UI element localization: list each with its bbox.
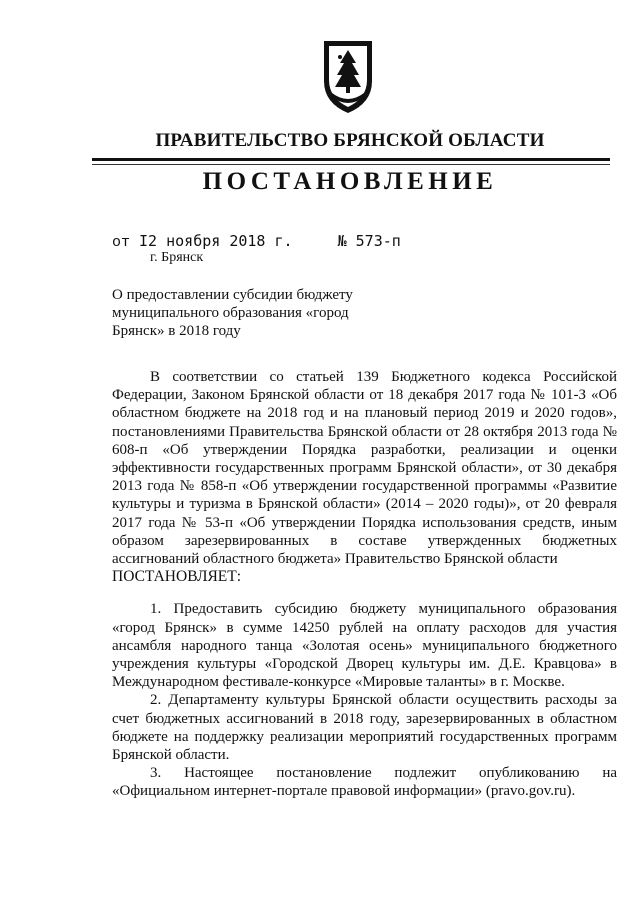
coat-of-arms-icon bbox=[320, 37, 376, 115]
document-city: г. Брянск bbox=[150, 250, 204, 265]
date-line bbox=[112, 232, 401, 251]
document-date: I2 ноября 2018 г. bbox=[139, 232, 293, 250]
header-rule-thick bbox=[92, 158, 610, 161]
spacer bbox=[112, 586, 617, 600]
document-subject: О предоставлении субсидии бюджету муниципального образования «город Брянск» в 2018 году bbox=[112, 287, 353, 339]
decree-word: ПОСТАНОВЛЯЕТ: bbox=[112, 568, 242, 586]
organization-name: ПРАВИТЕЛЬСТВО БРЯНСКОЙ ОБЛАСТИ bbox=[155, 130, 545, 151]
date-prefix: от bbox=[112, 234, 131, 251]
item-paragraph: 3. Настоящее постановление подлежит опубликованию на «Официальном интернет-портале правовой информации» (pravo.gov.ru). bbox=[112, 765, 617, 800]
document-body bbox=[112, 368, 617, 801]
item-paragraph: 1. Предоставить субсидию бюджету муниципального образования «город Брянск» в сумме 14250 рублей на оплату расходов для участия ансамбля народного танца «Золотая осень» муниципального бюджетного учреждения культуры «Городской Дворец культуры им. Д.Е. Кравцова» в Международном фестивале-конкурсе «Мировые таланты» в г. Москве. bbox=[112, 601, 617, 691]
document-number: № 573-п bbox=[337, 232, 401, 250]
preamble-paragraph: В соответствии со статьей 139 Бюджетного кодекса Российской Федерации, Законом Брянской области от 18 декабря 2017 года № 101-З «Об областном бюджете на 2018 год и на плановый период 2019 и 2020 годов», постановлениями Правительства Брянской области от 28 октября 2013 года № 608-п «Об утверждении Порядка разработки, реализации и оценки эффективности государственных программ Брянской области», от 30 декабря 2013 года № 858-п «Об утверждении государственной программы «Развитие культуры и туризма в Брянской области» (2014 – 2020 годы)», от 20 февраля 2017 года № 53-п «Об утверждении Порядка использования средств, иным образом зарезервированных в составе утвержденных бюджетных ассигнований областного бюджета» Правительство Брянской области bbox=[112, 369, 617, 568]
header-rule-thin bbox=[92, 164, 610, 165]
document-type: ПОСТАНОВЛЕНИЕ bbox=[202, 168, 498, 195]
item-paragraph: 2. Департаменту культуры Брянской области осуществить расходы за счет бюджетных ассигнований в 2018 году, зарезервированных в областном бюджете на поддержку реализации мероприятий государственных программ Брянской области. bbox=[112, 692, 617, 764]
